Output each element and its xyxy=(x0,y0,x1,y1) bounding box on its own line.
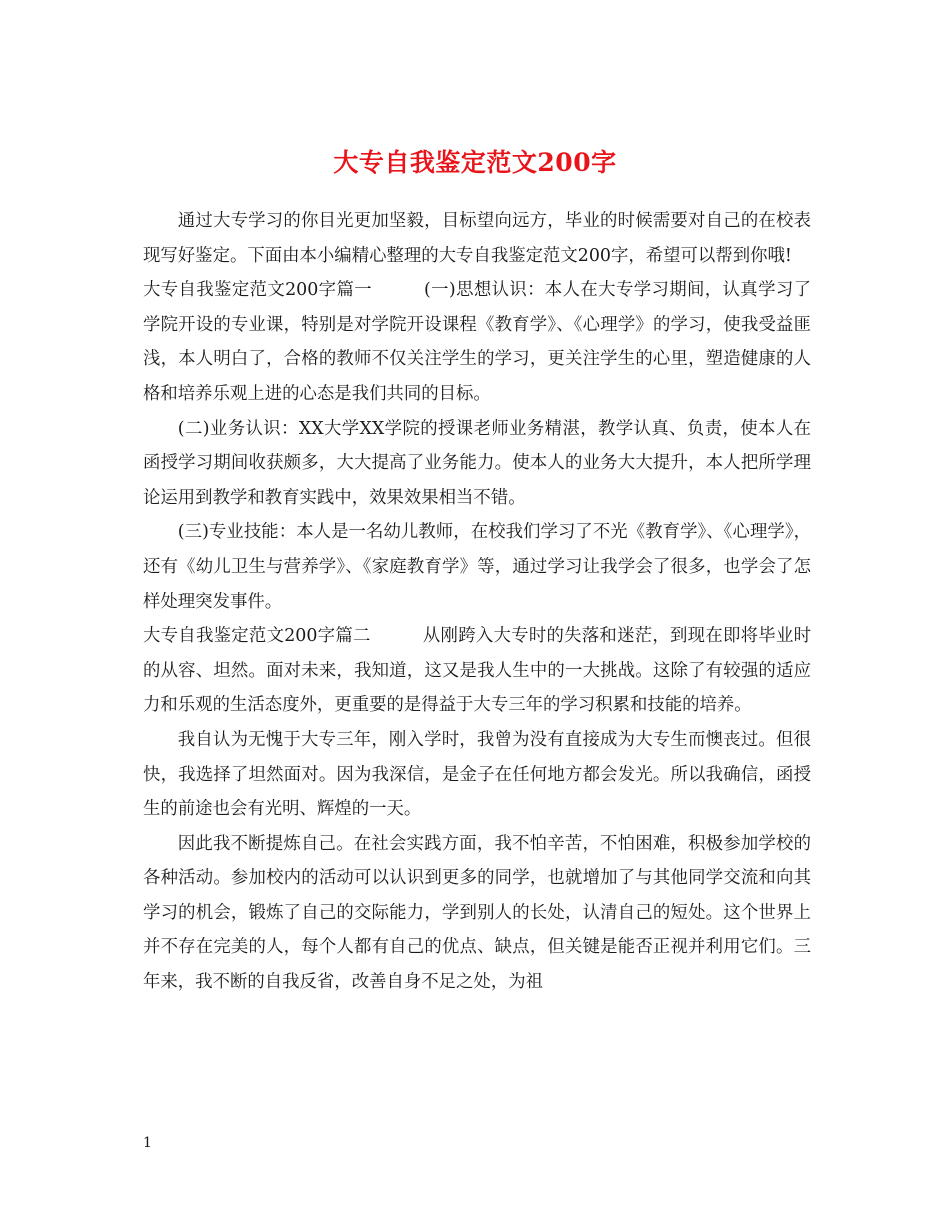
reflection-paragraph: 我自认为无愧于大专三年，刚入学时，我曾为没有直接成为大专生而懊丧过。但很快，我选择了坦然面对。因为我深信，是金子在任何地方都会发光。所以我确信，函授生的前途也会有光明、辉煌的一天。 xyxy=(143,729,811,820)
practice-paragraph: 因此我不断提炼自己。在社会实践方面，我不怕辛苦，不怕困难，积极参加学校的各种活动。参加校内的活动可以认识到更多的同学，也就增加了与其他同学交流和向其学习的机会，锻炼了自己的交际能力，学到别人的长处，认清自己的短处。这个世界上并不存在完美的人，每个人都有自己的优点、缺点，但关键是能否正视并利用它们。三年来，我不断的自我反省，改善自身不足之处，为祖 xyxy=(143,833,811,993)
section-two-paragraph xyxy=(143,619,811,723)
section-one-paragraph xyxy=(143,273,811,411)
intro-paragraph: 通过大专学习的你目光更加坚毅，目标望向远方，毕业的时候需要对自己的在校表现写好鉴定。下面由本小编精心整理的大专自我鉴定范文200字，希望可以帮到你哦! xyxy=(143,211,811,266)
page-number: 1 xyxy=(143,1135,152,1151)
business-paragraph: (二)业务认识：XX大学XX学院的授课老师业务精湛，教学认真、负责，使本人在函授学习期间收获颇多，大大提高了业务能力。使本人的业务大大提升，本人把所学理论运用到教学和教育实践中，效果效果相当不错。 xyxy=(143,418,811,508)
document-body xyxy=(143,204,811,1000)
page-title: 大专自我鉴定范文200字 xyxy=(333,147,617,177)
section-two-text: 从刚跨入大专时的失落和迷茫，到现在即将毕业时的从容、坦然。面对未来，我知道，这又是我人生中的一大挑战。这除了有较强的适应力和乐观的生活态度外，更重要的是得益于大专三年的学习积累和技能的培养。 xyxy=(143,626,811,716)
section-two-heading: 大专自我鉴定范文200字篇二 xyxy=(143,626,371,647)
skills-paragraph: (三)专业技能：本人是一名幼儿教师，在校我们学习了不光《教育学》、《心理学》，还有《幼儿卫生与营养学》、《家庭教育学》等，通过学习让我学会了很多，也学会了怎样处理突发事件。 xyxy=(143,522,811,612)
section-one-text: (一)思想认识：本人在大专学习期间，认真学习了学院开设的专业课，特别是对学院开设课程《教育学》、《心理学》的学习，使我受益匪浅，本人明白了，合格的教师不仅关注学生的学习，更关注学生的心里，塑造健康的人格和培养乐观上进的心态是我们共同的目标。 xyxy=(143,280,811,404)
section-one-heading: 大专自我鉴定范文200字篇一 xyxy=(143,280,372,301)
